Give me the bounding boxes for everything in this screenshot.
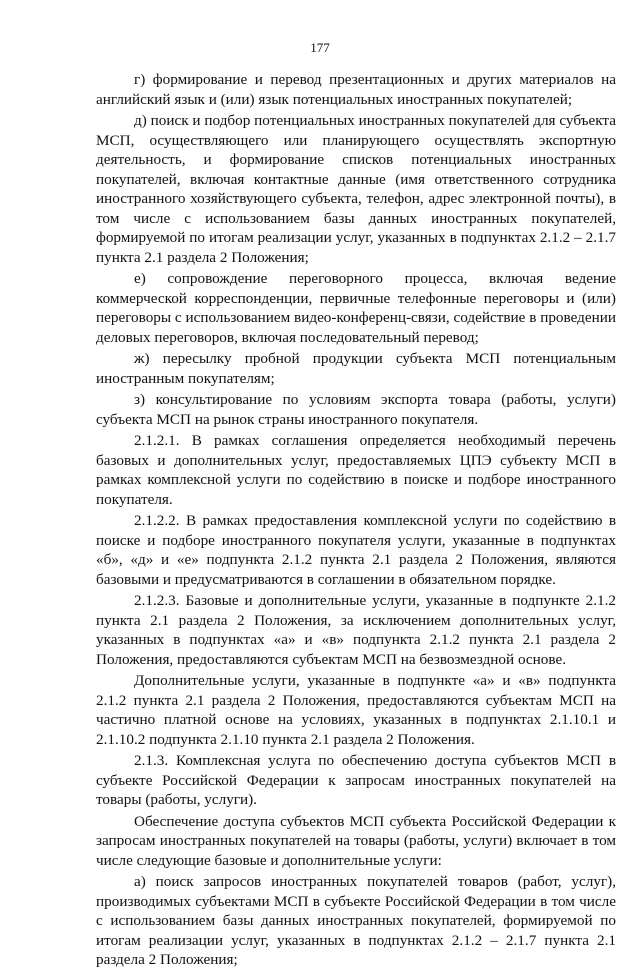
paragraph-2-1-2-2: 2.1.2.2. В рамках предоставления комплексной услуги по содействию в поиске и подборе иностранного покупателя услуги, указанные в подпунктах «б», «д» и «е» подпункта 2.1.2 пункта 2.1 раздела 2 Положения, являются базовыми и предусматриваются в соглашении в обязательном порядке.: [96, 512, 616, 588]
paragraph-g: г) формирование и перевод презентационных и других материалов на английский язык и (или) язык потенциальных иностранных покупателей;: [96, 71, 616, 108]
paragraph-z: з) консультирование по условиям экспорта товара (работы, услуги) субъекта МСП на рынок страны иностранного покупателя.: [96, 391, 616, 428]
paragraph-access-provision: Обеспечение доступа субъектов МСП субъекта Российской Федерации к запросам иностранных покупателей на товары (работы, услуги) включает в том числе следующие базовые и дополнительные услуги:: [96, 812, 616, 869]
paragraph-2-1-2-3: 2.1.2.3. Базовые и дополнительные услуги, указанные в подпункте 2.1.2 пункта 2.1 раздела 2 Положения, за исключением дополнительных услуг, указанных в подпунктах «а» и «в» подпункта 2.1.2 пункта 2.1 раздела 2 Положения, предоставляются субъектам МСП на безвозмездной основе.: [96, 592, 616, 668]
paragraph-a: а) поиск запросов иностранных покупателей товаров (работ, услуг), производимых субъектами МСП в субъекте Российской Федерации в том числе с использованием базы данных иностранных покупателей, формируемой по итогам реализации услуг, указанных в подпунктах 2.1.2 – 2.1.7 пункта 2.1 раздела 2 Положения;: [96, 873, 616, 968]
paragraph-zh: ж) пересылку пробной продукции субъекта МСП потенциальным иностранным покупателям;: [96, 350, 616, 387]
paragraph-e: е) сопровождение переговорного процесса, включая ведение коммерческой корреспонденции, первичные телефонные переговоры и (или) переговоры с использованием видео-конференц-связи, содействие в проведении деловых переговоров, включая последовательный перевод;: [96, 270, 616, 346]
page-number: 177: [310, 40, 330, 55]
document-body: [96, 70, 616, 972]
paragraph-2-1-2-1: 2.1.2.1. В рамках соглашения определяется необходимый перечень базовых и дополнительных услуг, предоставляемых ЦПЭ субъекту МСП в рамках комплексной услуги по содействию в поиске и подборе иностранного покупателя.: [96, 432, 616, 508]
paragraph-additional-services: Дополнительные услуги, указанные в подпункте «а» и «в» подпункта 2.1.2 пункта 2.1 раздела 2 Положения, предоставляются субъектам МСП на частично платной основе на условиях, указанных в подпунктах 2.1.10.1 и 2.1.10.2 подпункта 2.1.10 пункта 2.1 раздела 2 Положения.: [96, 672, 616, 748]
paragraph-d: д) поиск и подбор потенциальных иностранных покупателей для субъекта МСП, осуществляющего или планирующего осуществлять экспортную деятельность, и формирование списков потенциальных иностранных покупателей, включая контактные данные (имя ответственного сотрудника иностранного хозяйствующего субъекта, телефон, адрес электронной почты), в том числе с использованием базы данных иностранных покупателей, формируемой по итогам реализации услуг, указанных в подпунктах 2.1.2 – 2.1.7 пункта 2.1 раздела 2 Положения;: [96, 112, 616, 266]
paragraph-2-1-3: 2.1.3. Комплексная услуга по обеспечению доступа субъектов МСП в субъекте Российской Федерации к запросам иностранных покупателей на товары (работы, услуги).: [96, 752, 616, 808]
